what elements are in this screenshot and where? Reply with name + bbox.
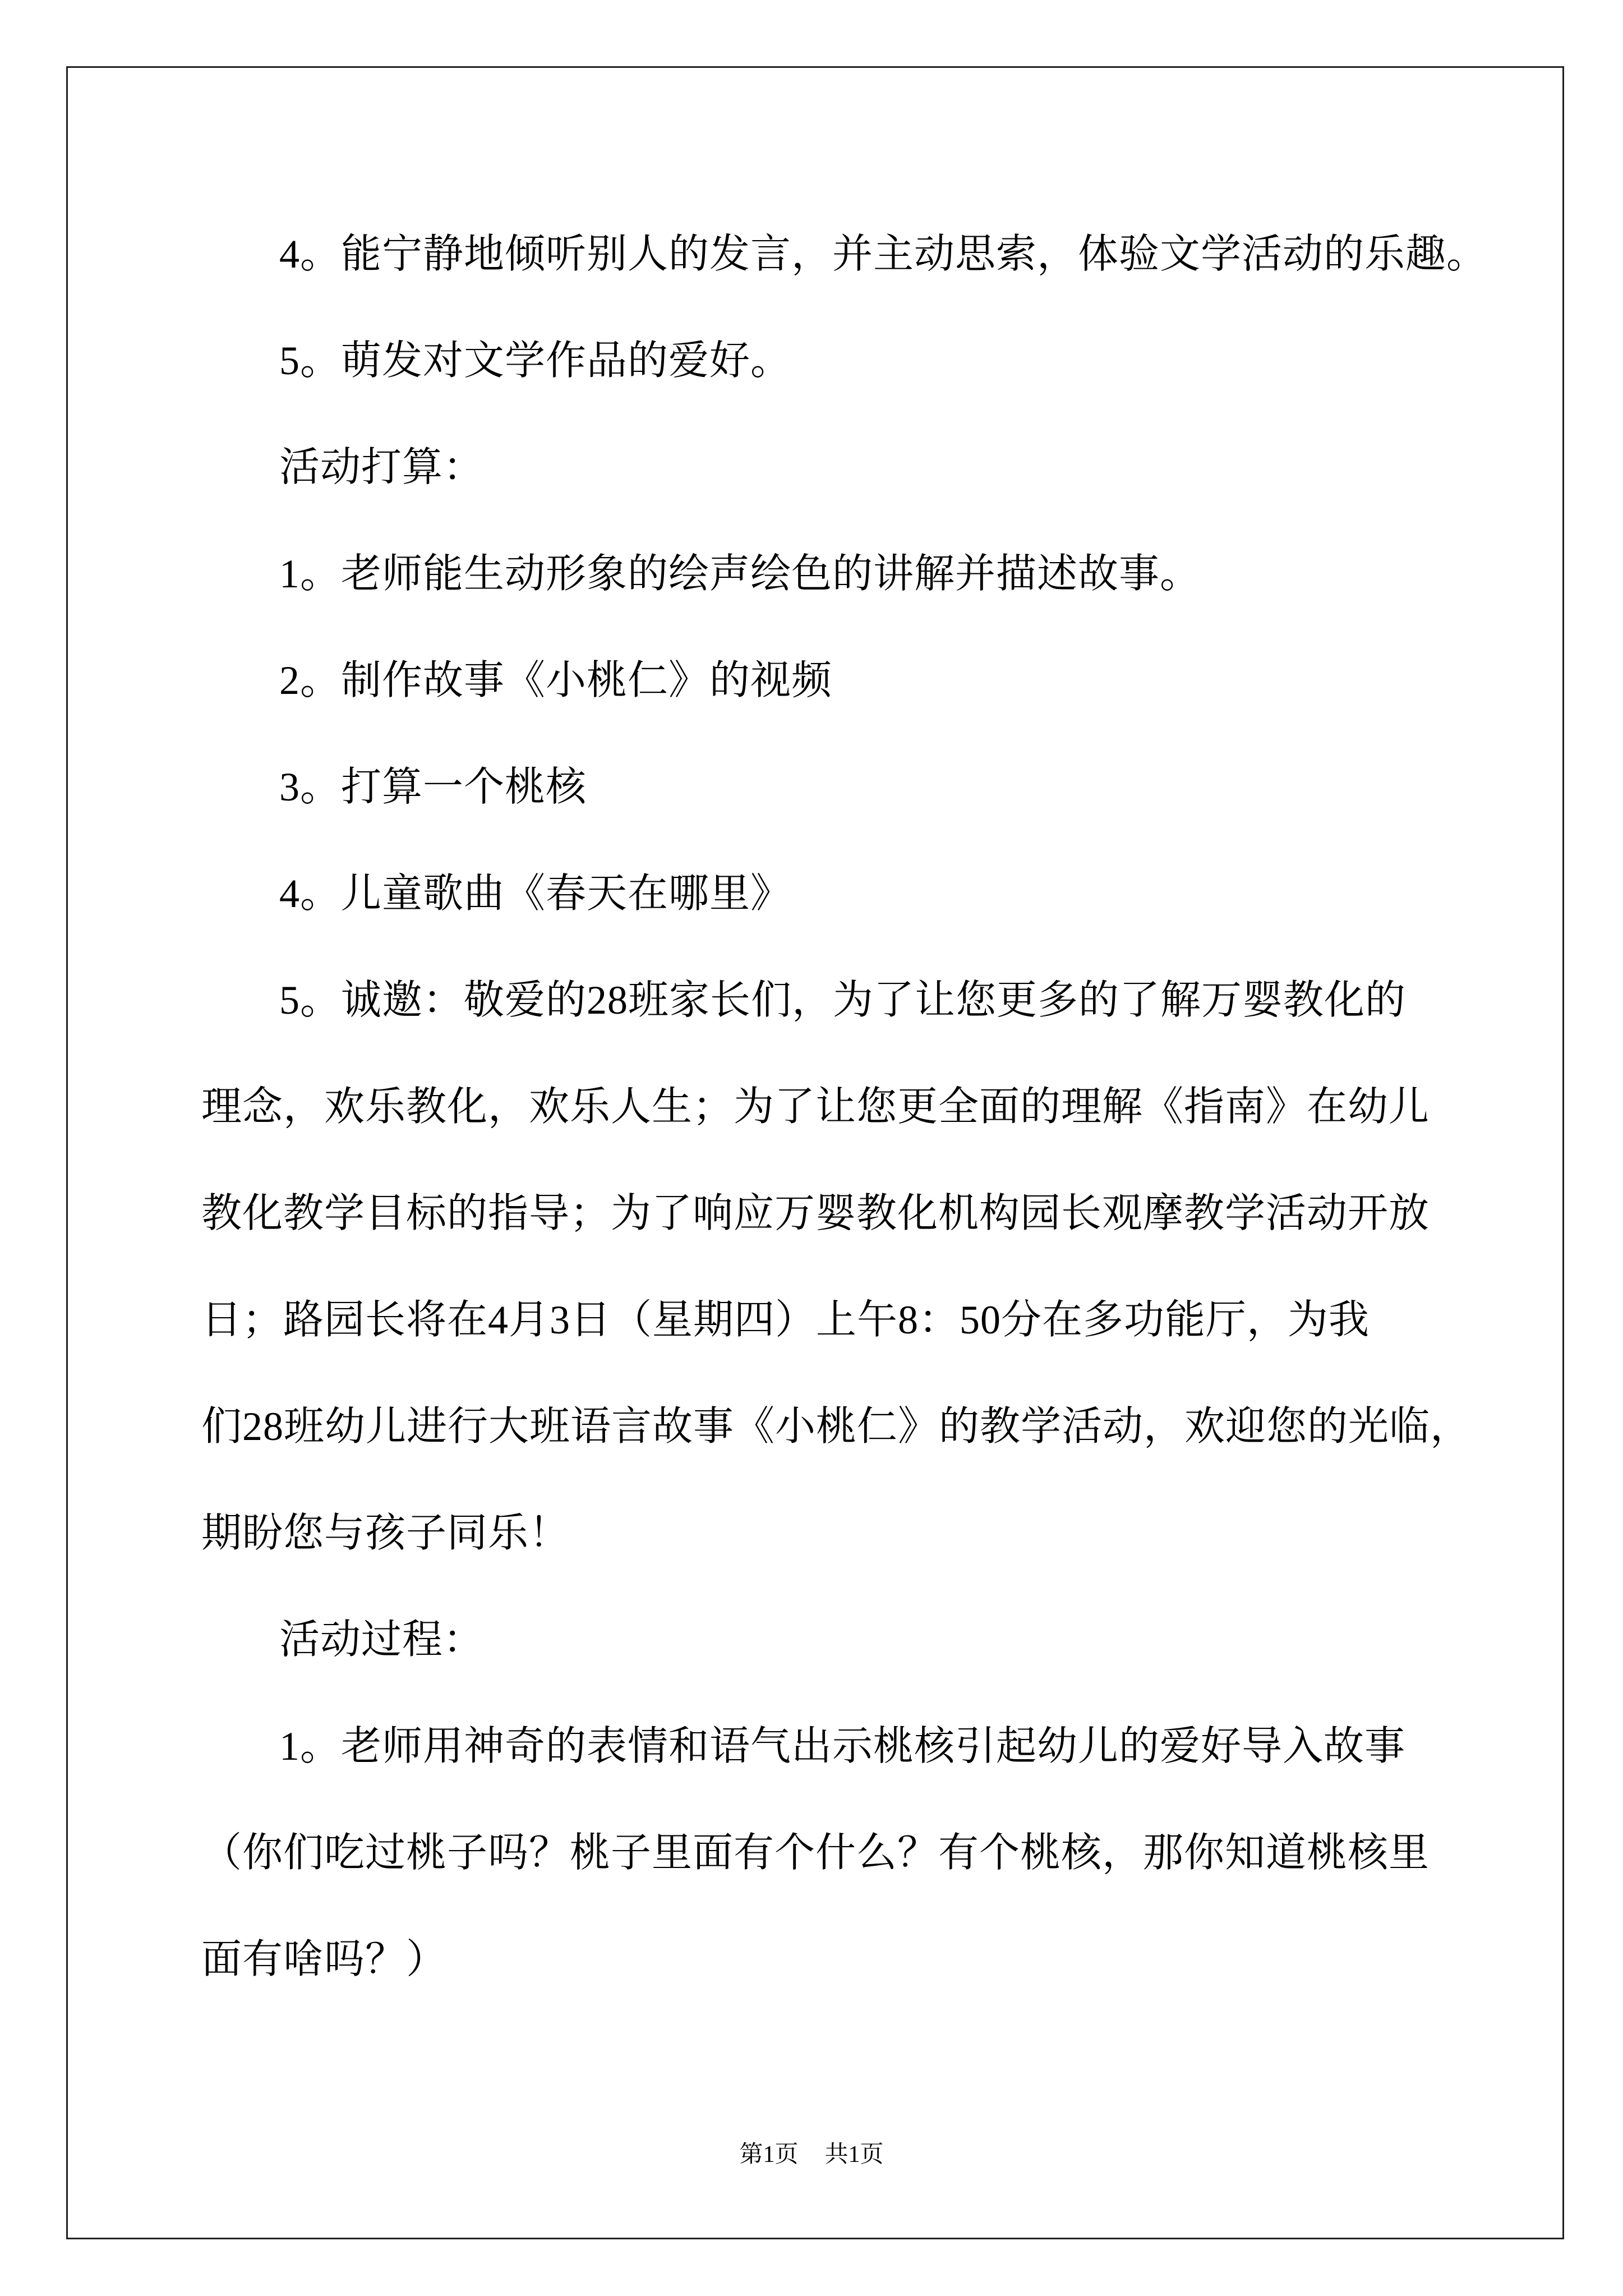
- text-line: 3。打算一个桃核: [279, 765, 587, 809]
- text-line: 理念，欢乐教化，欢乐人生；为了让您更全面的理解《指南》在幼儿: [201, 1084, 1430, 1129]
- paragraph-prep-1: [201, 521, 1491, 627]
- document-body: [201, 201, 1491, 2013]
- text-line: 们28班幼儿进行大班语言故事《小桃仁》的教学活动，欢迎您的光临，: [201, 1404, 1472, 1449]
- text-line: 4。能宁静地倾听别人的发言，并主动思索，体验文学活动的乐趣。: [279, 232, 1488, 277]
- text-line: 1。老师用神奇的表情和语气出示桃核引起幼儿的爱好导入故事: [279, 1724, 1406, 1769]
- section-heading-preparation: [201, 414, 1491, 521]
- page-footer: [0, 2138, 1623, 2171]
- text-line: 期盼您与孩子同乐！: [201, 1511, 570, 1556]
- paragraph-goal-4: [201, 201, 1491, 307]
- text-line: 4。儿童歌曲《春天在哪里》: [279, 871, 792, 916]
- text-line: 2。制作故事《小桃仁》的视频: [279, 658, 833, 703]
- paragraph-goal-5: [201, 307, 1491, 414]
- paragraph-process-1: [201, 1693, 1491, 2013]
- section-heading: 活动打算：: [279, 445, 485, 490]
- text-line: （你们吃过桃子吗？桃子里面有个什么？有个桃核，那你知道桃核里: [201, 1830, 1430, 1875]
- section-heading-process: [201, 1586, 1491, 1693]
- section-heading: 活动过程：: [279, 1617, 485, 1662]
- paragraph-prep-3: [201, 734, 1491, 840]
- text-line: 5。萌发对文学作品的爱好。: [279, 338, 792, 383]
- page-number: 第1页: [739, 2142, 799, 2168]
- text-line: 面有啥吗？）: [201, 1937, 448, 1982]
- text-line: 1。老师能生动形象的绘声绘色的讲解并描述故事。: [279, 551, 1201, 596]
- page-count: 共1页: [824, 2142, 884, 2168]
- text-line: 5。诚邀：敬爱的28班家长们，为了让您更多的了解万婴教化的: [279, 978, 1407, 1023]
- paragraph-prep-2: [201, 627, 1491, 734]
- text-line: 教化教学目标的指导；为了响应万婴教化机构园长观摩教学活动开放: [201, 1191, 1430, 1236]
- text-line: 日；路园长将在4月3日（星期四）上午8：50分在多功能厅，为我: [201, 1297, 1370, 1342]
- paragraph-invitation: [201, 947, 1491, 1586]
- paragraph-prep-4: [201, 840, 1491, 947]
